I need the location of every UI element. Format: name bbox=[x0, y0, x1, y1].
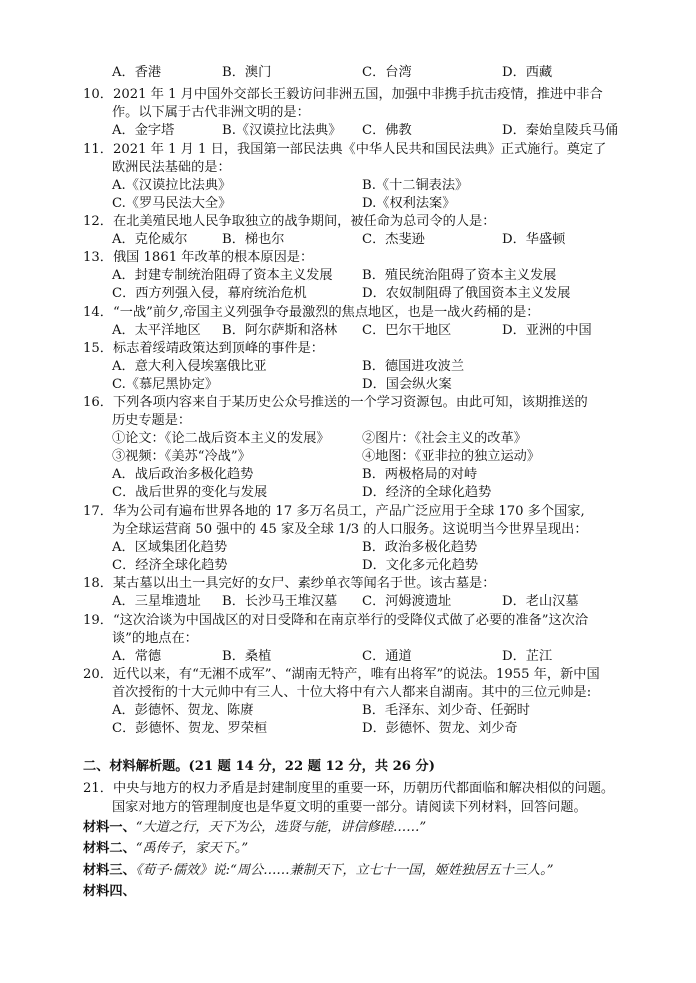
q16-option-d: D．经济的全球化趋势 bbox=[362, 485, 492, 500]
q16-option-b: B．两极格局的对峙 bbox=[362, 467, 478, 482]
q15-option-a: A．意大利入侵埃塞俄比亚 bbox=[112, 359, 267, 374]
q17-stem-line2: 为全球运营商 50 强中的 45 家及全球 1/3 的人口服务。这说明当今世界呈现出： bbox=[112, 522, 588, 537]
q12-option-a: A．克伦威尔 bbox=[112, 232, 188, 247]
q15-stem: 15．标志着绥靖政策达到顶峰的事件是： bbox=[83, 341, 324, 356]
q18-option-b: B．长沙马王堆汉墓 bbox=[222, 594, 338, 609]
material-label: 材料二、 bbox=[83, 841, 136, 856]
q18-option-c: C．河姆渡遗址 bbox=[362, 594, 452, 609]
material-text: “禹传子，家天下。” bbox=[135, 841, 249, 856]
q13-option-b: B．殖民统治阻碍了资本主义发展 bbox=[362, 268, 557, 283]
material-text: 《荀子·儒效》说:“周公……兼制天下，立七十一国，姬姓独居五十三人。” bbox=[135, 863, 554, 878]
q21-stem-line2: 国家对地方的管理制度也是华夏文明的重要一部分。请阅读下列材料，回答问题。 bbox=[112, 800, 587, 815]
q10-option-d: D．秦始皇陵兵马俑 bbox=[502, 123, 619, 138]
q10-stem-line1: 10．2021 年 1 月中国外交部长王毅访问非洲五国，加强中非携手抗击疫情，推进中非合 bbox=[83, 87, 603, 102]
q16-item-4: ④地图：《亚非拉的独立运动》 bbox=[362, 449, 541, 464]
q17-option-c: C．经济全球化趋势 bbox=[112, 558, 228, 573]
q14-option-c: C．巴尔干地区 bbox=[362, 323, 452, 338]
q15-option-d: D．国会纵火案 bbox=[362, 377, 452, 392]
q17-stem-line1: 17．华为公司有遍布世界各地的 17 多万名员工，产品广泛应用于全球 170 多个国家, bbox=[83, 504, 585, 519]
q10-option-b: B.《汉谟拉比法典》 bbox=[222, 123, 342, 138]
q20-stem-line2: 首次授衔的十大元帅中有三人、十位大将中有六人都来自湖南。其中的三位元帅是: bbox=[112, 685, 592, 700]
q9-option-a: A．香港 bbox=[112, 65, 162, 80]
q16-stem-line2: 历史专题是： bbox=[112, 413, 192, 428]
q11-stem-line1: 11．2021 年 1 月 1 日，我国第一部民法典《中华人民共和国民法典》正式施行。奠定了 bbox=[83, 142, 607, 157]
q9-option-b: B．澳门 bbox=[222, 65, 272, 80]
q19-option-a: A．常德 bbox=[112, 649, 162, 664]
q16-item-3: ③视频：《美苏“冷战”》 bbox=[112, 449, 251, 464]
q14-option-b: B．阿尔萨斯和洛林 bbox=[222, 323, 338, 338]
q19-stem-line2: 谈”的地点在： bbox=[112, 631, 198, 646]
q14-stem: 14．“一战”前夕,帝国主义列强争夺最激烈的焦点地区，也是一战火药桶的是： bbox=[83, 305, 540, 320]
material-text: “大道之行，天下为公，选贤与能，讲信修睦……” bbox=[135, 820, 427, 835]
material-1 bbox=[83, 819, 426, 837]
q16-item-1: ①论文：《论二战后资本主义的发展》 bbox=[112, 431, 330, 446]
material-label: 材料四、 bbox=[83, 884, 136, 899]
q16-stem-line1: 16．下列各项内容来自于某历史公众号推送的一个学习资源包。由此可知，该期推送的 bbox=[83, 395, 588, 410]
q9-option-d: D．西藏 bbox=[502, 65, 553, 80]
q11-stem-line2: 欧洲民法基础的是： bbox=[112, 160, 231, 175]
material-2 bbox=[83, 840, 248, 858]
q20-stem-line1: 20．近代以来，有“无湘不成军”、“湖南无特产，唯有出将军”的说法。1955 年，新中国 bbox=[83, 667, 600, 682]
q16-option-a: A．战后政治多极化趋势 bbox=[112, 467, 254, 482]
q13-option-c: C．西方列强入侵，幕府统治危机 bbox=[112, 286, 307, 301]
q19-option-c: C．通道 bbox=[362, 649, 412, 664]
q21-stem-line1: 21．中央与地方的权力矛盾是封建制度里的重要一环，历朝历代都面临和解决相似的问题。 bbox=[83, 781, 615, 796]
q10-option-c: C．佛教 bbox=[362, 123, 412, 138]
q11-option-d: D.《权利法案》 bbox=[362, 196, 456, 211]
material-4 bbox=[83, 883, 136, 901]
q19-stem-line1: 19．“这次洽谈为中国战区的对日受降和在南京举行的受降仪式做了必要的准备”这次洽 bbox=[83, 613, 589, 628]
q19-option-d: D．芷江 bbox=[502, 649, 553, 664]
q18-option-a: A．三星堆遗址 bbox=[112, 594, 201, 609]
q12-option-b: B．梯也尔 bbox=[222, 232, 285, 247]
q9-option-c: C．台湾 bbox=[362, 65, 412, 80]
q14-option-d: D．亚洲的中国 bbox=[502, 323, 592, 338]
q15-option-c: C.《慕尼黑协定》 bbox=[112, 377, 219, 392]
q20-option-c: C．彭德怀、贺龙、罗荣桓 bbox=[112, 721, 268, 736]
q13-option-d: D．农奴制阻碍了俄国资本主义发展 bbox=[362, 286, 571, 301]
q14-option-a: A．太平洋地区 bbox=[112, 323, 201, 338]
q15-option-b: B．德国进攻波兰 bbox=[362, 359, 465, 374]
q20-option-b: B．毛泽东、刘少奇、任弼时 bbox=[362, 703, 530, 718]
q17-option-b: B．政治多极化趋势 bbox=[362, 540, 478, 555]
material-label: 材料三、 bbox=[83, 863, 136, 878]
q11-option-c: C.《罗马民法大全》 bbox=[112, 196, 232, 211]
q12-stem: 12．在北美殖民地人民争取独立的战争期间，被任命为总司令的人是： bbox=[83, 214, 496, 229]
q13-option-a: A．封建专制统治阻碍了资本主义发展 bbox=[112, 268, 333, 283]
q12-option-d: D．华盛顿 bbox=[502, 232, 566, 247]
q17-option-a: A．区域集团化趋势 bbox=[112, 540, 228, 555]
q20-option-a: A．彭德怀、贺龙、陈赓 bbox=[112, 703, 254, 718]
q18-option-d: D．老山汉墓 bbox=[502, 594, 579, 609]
q11-option-a: A.《汉谟拉比法典》 bbox=[112, 178, 232, 193]
q16-item-2: ②图片：《社会主义的改革》 bbox=[362, 431, 527, 446]
section-heading: 二、材料解析题。(21 题 14 分，22 题 12 分，共 26 分) bbox=[83, 759, 435, 774]
q17-option-d: D．文化多元化趋势 bbox=[362, 558, 479, 573]
material-label: 材料一、 bbox=[83, 820, 136, 835]
q19-option-b: B．桑植 bbox=[222, 649, 272, 664]
q20-option-d: D．彭德怀、贺龙、刘少奇 bbox=[362, 721, 518, 736]
q18-stem: 18．某古墓以出土一具完好的女尸、素纱单衣等闻名于世。该古墓是： bbox=[83, 576, 496, 591]
q10-option-a: A．金字塔 bbox=[112, 123, 175, 138]
q12-option-c: C．杰斐逊 bbox=[362, 232, 425, 247]
q11-option-b: B.《十二铜表法》 bbox=[362, 178, 469, 193]
q10-stem-line2: 作。以下属于古代非洲文明的是： bbox=[112, 105, 310, 120]
material-3 bbox=[83, 862, 553, 880]
q13-stem: 13．俄国 1861 年改革的根本原因是： bbox=[83, 250, 314, 265]
q16-option-c: C．战后世界的变化与发展 bbox=[112, 485, 268, 500]
